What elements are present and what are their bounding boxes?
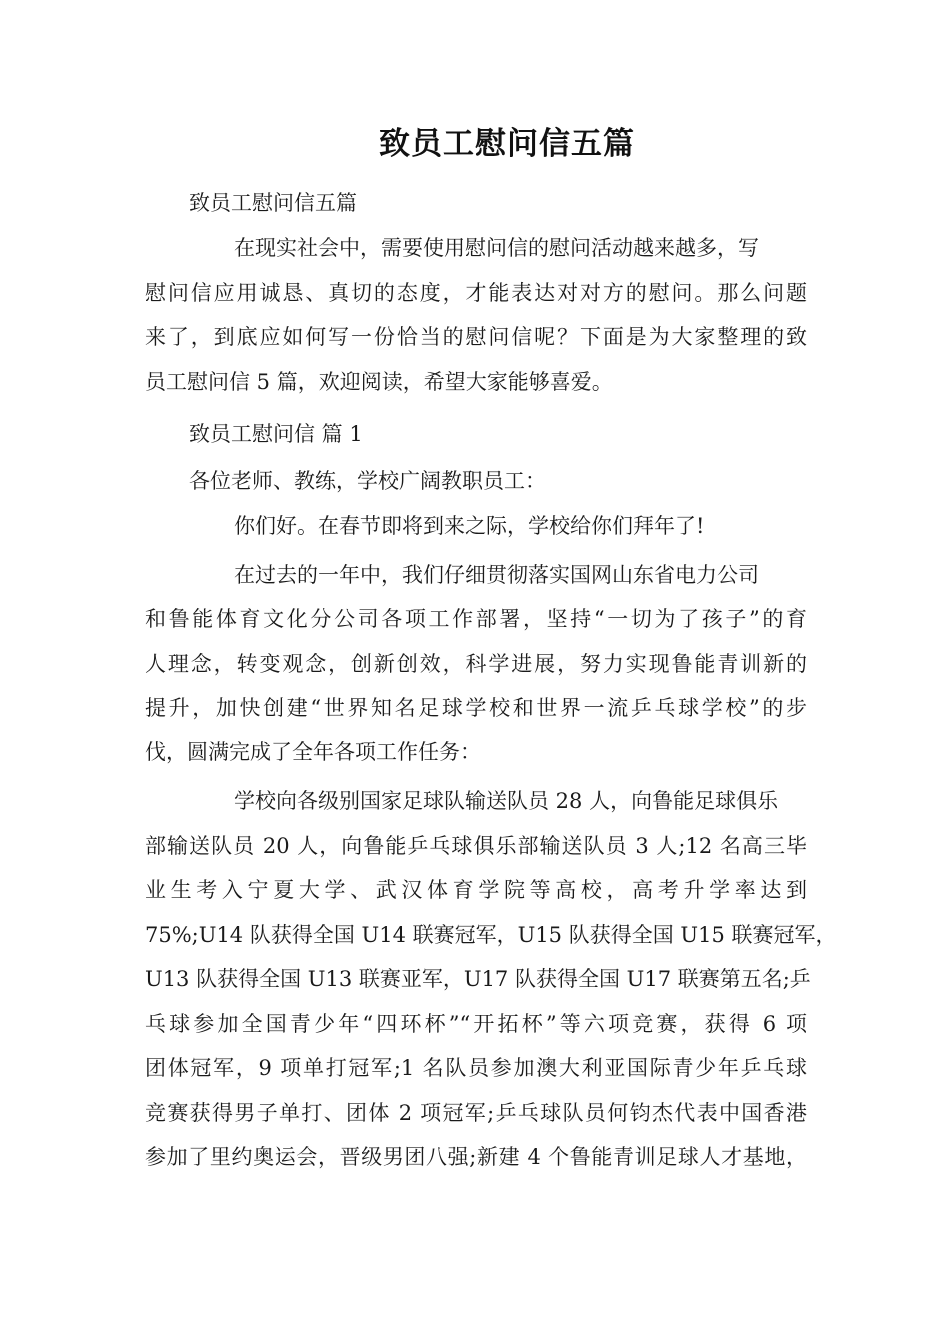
paragraph-line: 伐，圆满完成了全年各项工作任务： (145, 740, 481, 764)
paragraph-line: 业生考入宁夏大学、武汉体育学院等高校，高考升学率达到 (145, 878, 807, 902)
paragraph-line: U13 队获得全国 U13 联赛亚军，U17 队获得全国 U17 联赛第五名;乒 (145, 967, 811, 991)
paragraph-line: 员工慰问信 5 篇，欢迎阅读，希望大家能够喜爱。 (145, 370, 613, 394)
paragraph-line: 和鲁能体育文化分公司各项工作部署，坚持“一切为了孩子”的育 (145, 607, 807, 631)
document-title: 致员工慰问信五篇 (379, 126, 635, 162)
salutation-line: 各位老师、教练，学校广阔教职员工： (189, 469, 546, 493)
paragraph-line: 部输送队员 20 人，向鲁能乒乓球俱乐部输送队员 3 人;12 名高三毕 (145, 834, 807, 858)
paragraph-line: 在过去的一年中，我们仔细贯彻落实国网山东省电力公司 (234, 563, 759, 587)
paragraph-line: 参加了里约奥运会，晋级男团八强;新建 4 个鲁能青训足球人才基地， (145, 1145, 807, 1169)
subtitle-line: 致员工慰问信五篇 (189, 191, 357, 215)
paragraph-line: 在现实社会中，需要使用慰问信的慰问活动越来越多，写 (234, 236, 759, 260)
paragraph-line: 人理念，转变观念，创新创效，科学进展，努力实现鲁能青训新的 (145, 652, 807, 676)
paragraph-line: 学校向各级别国家足球队输送队员 28 人，向鲁能足球俱乐 (234, 789, 779, 813)
paragraph-line: 慰问信应用诚恳、真切的态度，才能表达对对方的慰问。那么问题 (145, 281, 807, 305)
paragraph-line: 乓球参加全国青少年“四环杯”“开拓杯”等六项竞赛，获得 6 项 (145, 1012, 807, 1036)
section-heading: 致员工慰问信 篇 1 (189, 422, 363, 446)
paragraph-line: 你们好。在春节即将到来之际，学校给你们拜年了! (234, 514, 705, 538)
paragraph-line: 75%;U14 队获得全国 U14 联赛冠军，U15 队获得全国 U15 联赛冠军， (145, 923, 837, 947)
paragraph-line: 竞赛获得男子单打、团体 2 项冠军;乒乓球队员何钧杰代表中国香港 (145, 1101, 807, 1125)
paragraph-line: 团体冠军，9 项单打冠军;1 名队员参加澳大利亚国际青少年乒乓球 (145, 1056, 807, 1080)
paragraph-line: 来了，到底应如何写一份恰当的慰问信呢？下面是为大家整理的致 (145, 325, 807, 349)
paragraph-line: 提升，加快创建“世界知名足球学校和世界一流乒乓球学校”的步 (145, 696, 807, 720)
